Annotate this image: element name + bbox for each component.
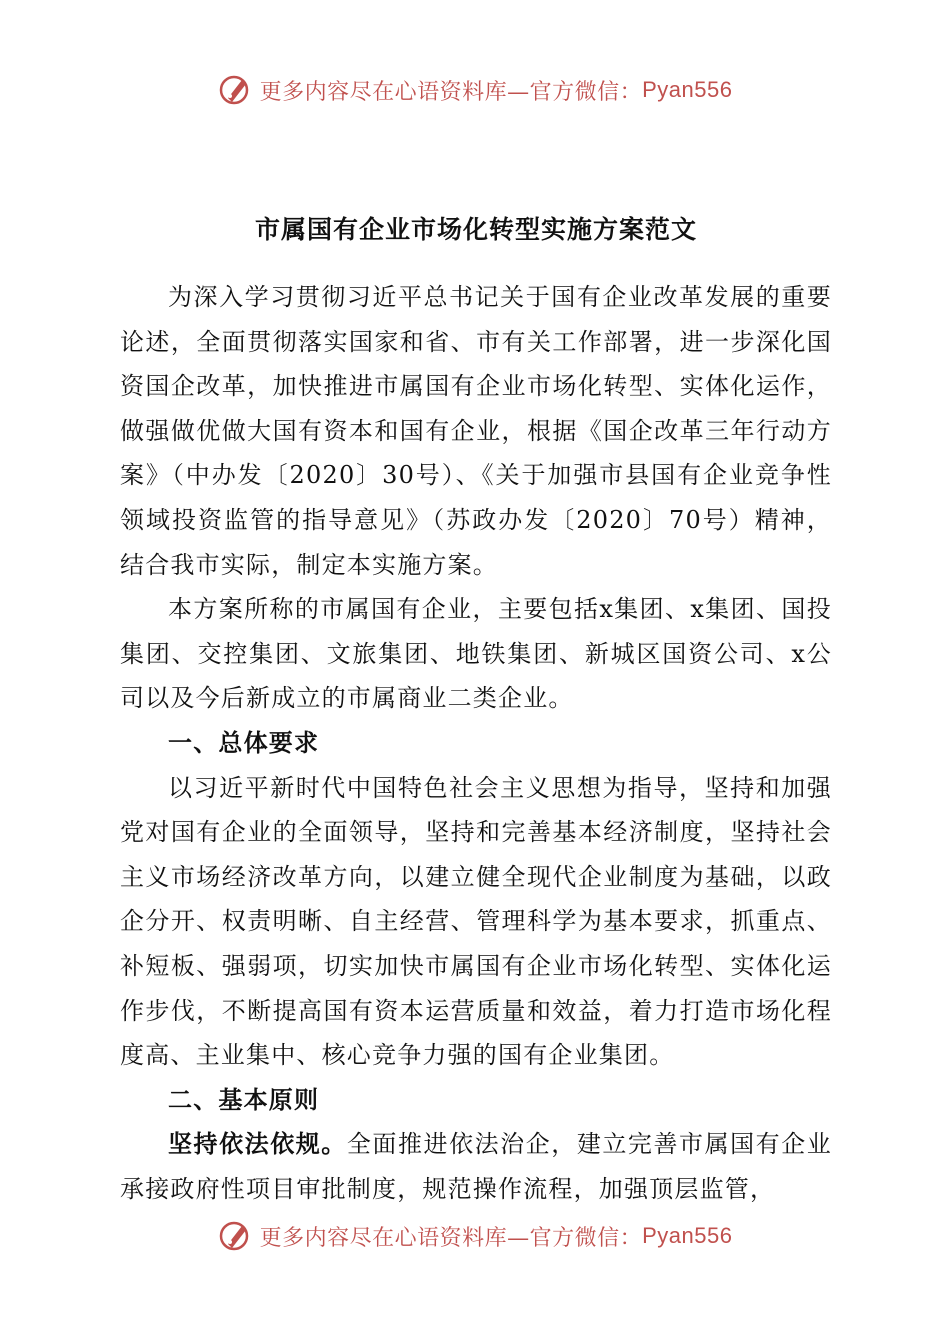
section-heading-2: 二、基本原则 — [168, 1084, 320, 1114]
watermark-footer — [0, 1218, 950, 1254]
intro-paragraph-2: 本方案所称的市属国有企业，主要包括x集团、x集团、国投集团、交控集团、文旅集团、地铁集团、新城区国资公司、x公司以及今后新成立的市属商业二类企业。 — [120, 595, 832, 713]
principle-1-body: 全面推进依法治企，建立完善市属国有企业承接政府性项目审批制度，规范操作流程，加强顶层监管， — [120, 1130, 832, 1203]
pen-nib-circle-icon — [218, 1218, 254, 1254]
pen-nib-circle-icon — [218, 72, 254, 108]
section-heading-1: 一、总体要求 — [168, 727, 320, 757]
watermark-text: 更多内容尽在心语资料库—官方微信： — [259, 1225, 643, 1251]
watermark-wechat-id: Pyan556 — [642, 77, 733, 102]
principle-1-paragraph — [120, 1122, 832, 1211]
watermark-wechat-id: Pyan556 — [642, 1223, 733, 1248]
watermark-text: 更多内容尽在心语资料库—官方微信： — [259, 79, 643, 105]
document-title: 市属国有企业市场化转型实施方案范文 — [254, 215, 697, 244]
intro-paragraph-1: 为深入学习贯彻习近平总书记关于国有企业改革发展的重要论述，全面贯彻落实国家和省、市有关工作部署，进一步深化国资国企改革，加快推进市属国有企业市场化转型、实体化运作，做强做优做大国有资本和国有企业，根据《国企改革三年行动方案》（中办发〔2020〕30号）、《关于加强市县国有企业竞争性领域投资监管的指导意见》（苏政办发〔2020〕70号）精神，结合我市实际，制定本实施方案。 — [120, 283, 832, 579]
principle-1-lead: 坚持依法依规。 — [168, 1129, 347, 1159]
watermark-header — [0, 72, 950, 108]
section-1-paragraph: 以习近平新时代中国特色社会主义思想为指导，坚持和加强党对国有企业的全面领导，坚持和完善基本经济制度，坚持社会主义市场经济改革方向，以建立健全现代企业制度为基础，以政企分开、权责明晰、自主经营、管理科学为基本要求，抓重点、补短板、强弱项，切实加快市属国有企业市场化转型、实体化运作步伐，不断提高国有资本运营质量和效益，着力打造市场化程度高、主业集中、核心竞争力强的国有企业集团。 — [120, 773, 832, 1070]
document-body — [120, 205, 832, 1211]
